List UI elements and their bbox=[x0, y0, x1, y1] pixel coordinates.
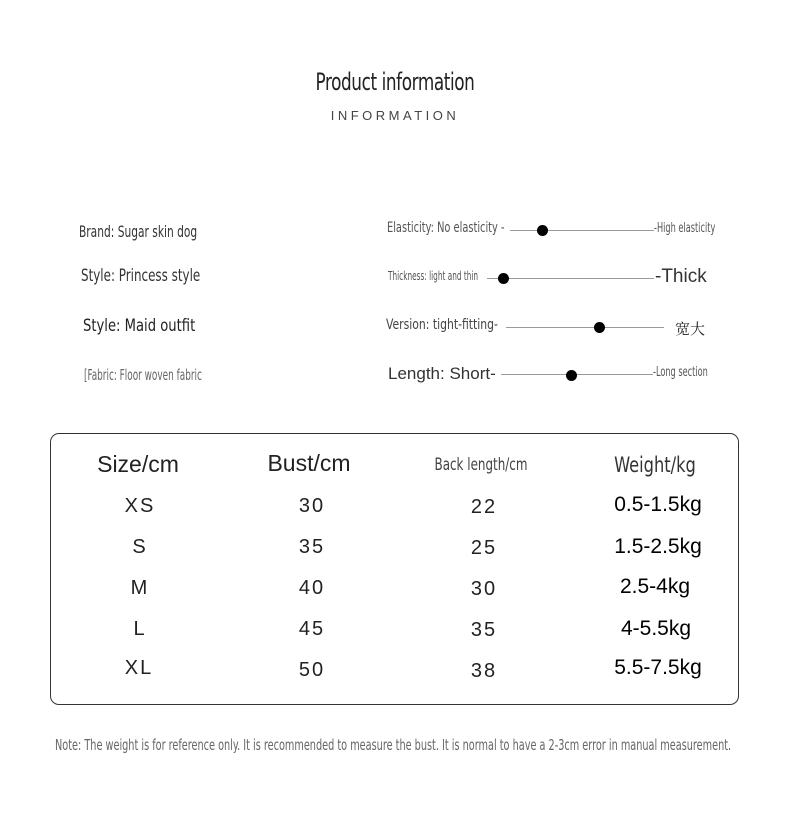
scale-length-left-label: Length: Short- bbox=[388, 364, 496, 383]
scale-thickness-left-label: Thickness: light and thin bbox=[388, 269, 479, 283]
spec-style-princess: Style: Princess style bbox=[81, 266, 201, 286]
cell-weight: 5.5-7.5kg bbox=[614, 656, 702, 679]
cell-weight: 0.5-1.5kg bbox=[614, 493, 702, 516]
cell-size: XS bbox=[124, 495, 156, 517]
cell-bust: 50 bbox=[298, 659, 326, 681]
header-back-length: Back length/cm bbox=[434, 455, 528, 475]
scale-version-marker bbox=[594, 322, 605, 333]
page-title: Product information bbox=[315, 68, 475, 96]
spec-fabric: [Fabric: Floor woven fabric bbox=[84, 366, 202, 384]
spec-brand: Brand: Sugar skin dog bbox=[79, 222, 198, 241]
scale-elasticity-track bbox=[510, 230, 654, 231]
cell-back-length: 25 bbox=[470, 537, 498, 559]
cell-weight: 4-5.5kg bbox=[620, 617, 692, 640]
spec-style-maid: Style: Maid outfit bbox=[83, 316, 196, 336]
cell-back-length: 35 bbox=[470, 619, 498, 641]
header-bust: Bust/cm bbox=[267, 450, 351, 476]
scale-version-left-label: Version: tight-fitting- bbox=[386, 317, 498, 333]
scale-thickness-track bbox=[487, 278, 654, 279]
scale-length-track bbox=[501, 374, 653, 375]
cell-back-length: 38 bbox=[470, 660, 498, 682]
cell-weight: 2.5-4kg bbox=[619, 575, 691, 598]
header-weight: Weight/kg bbox=[614, 453, 696, 477]
cell-size: S bbox=[132, 536, 148, 558]
page-subtitle: INFORMATION bbox=[330, 108, 460, 123]
cell-bust: 30 bbox=[298, 495, 326, 517]
scale-thickness-right-label: -Thick bbox=[655, 266, 707, 287]
scale-elasticity-right-label: -High elasticity bbox=[654, 221, 716, 236]
cell-bust: 40 bbox=[298, 577, 326, 599]
scale-length-marker bbox=[566, 370, 577, 381]
scale-version-right-label: 宽大 bbox=[675, 320, 706, 338]
cell-bust: 45 bbox=[298, 618, 326, 640]
cell-back-length: 30 bbox=[470, 578, 498, 600]
scale-length-right-label: -Long section bbox=[653, 365, 708, 380]
cell-back-length: 22 bbox=[470, 496, 498, 518]
scale-thickness-marker bbox=[498, 273, 509, 284]
measurement-note: Note: The weight is for reference only. It is recommended to measure the bust. It is normal to have a 2-3cm error in manual measurement. bbox=[55, 736, 732, 754]
cell-size: M bbox=[130, 577, 150, 599]
scale-elasticity-marker bbox=[537, 225, 548, 236]
scale-elasticity-left-label: Elasticity: No elasticity - bbox=[387, 220, 505, 236]
cell-bust: 35 bbox=[298, 536, 326, 558]
header-size: Size/cm bbox=[97, 451, 179, 477]
cell-size: L bbox=[133, 618, 147, 640]
scale-version-track bbox=[506, 327, 664, 328]
cell-weight: 1.5-2.5kg bbox=[614, 535, 702, 558]
cell-size: XL bbox=[124, 657, 154, 679]
